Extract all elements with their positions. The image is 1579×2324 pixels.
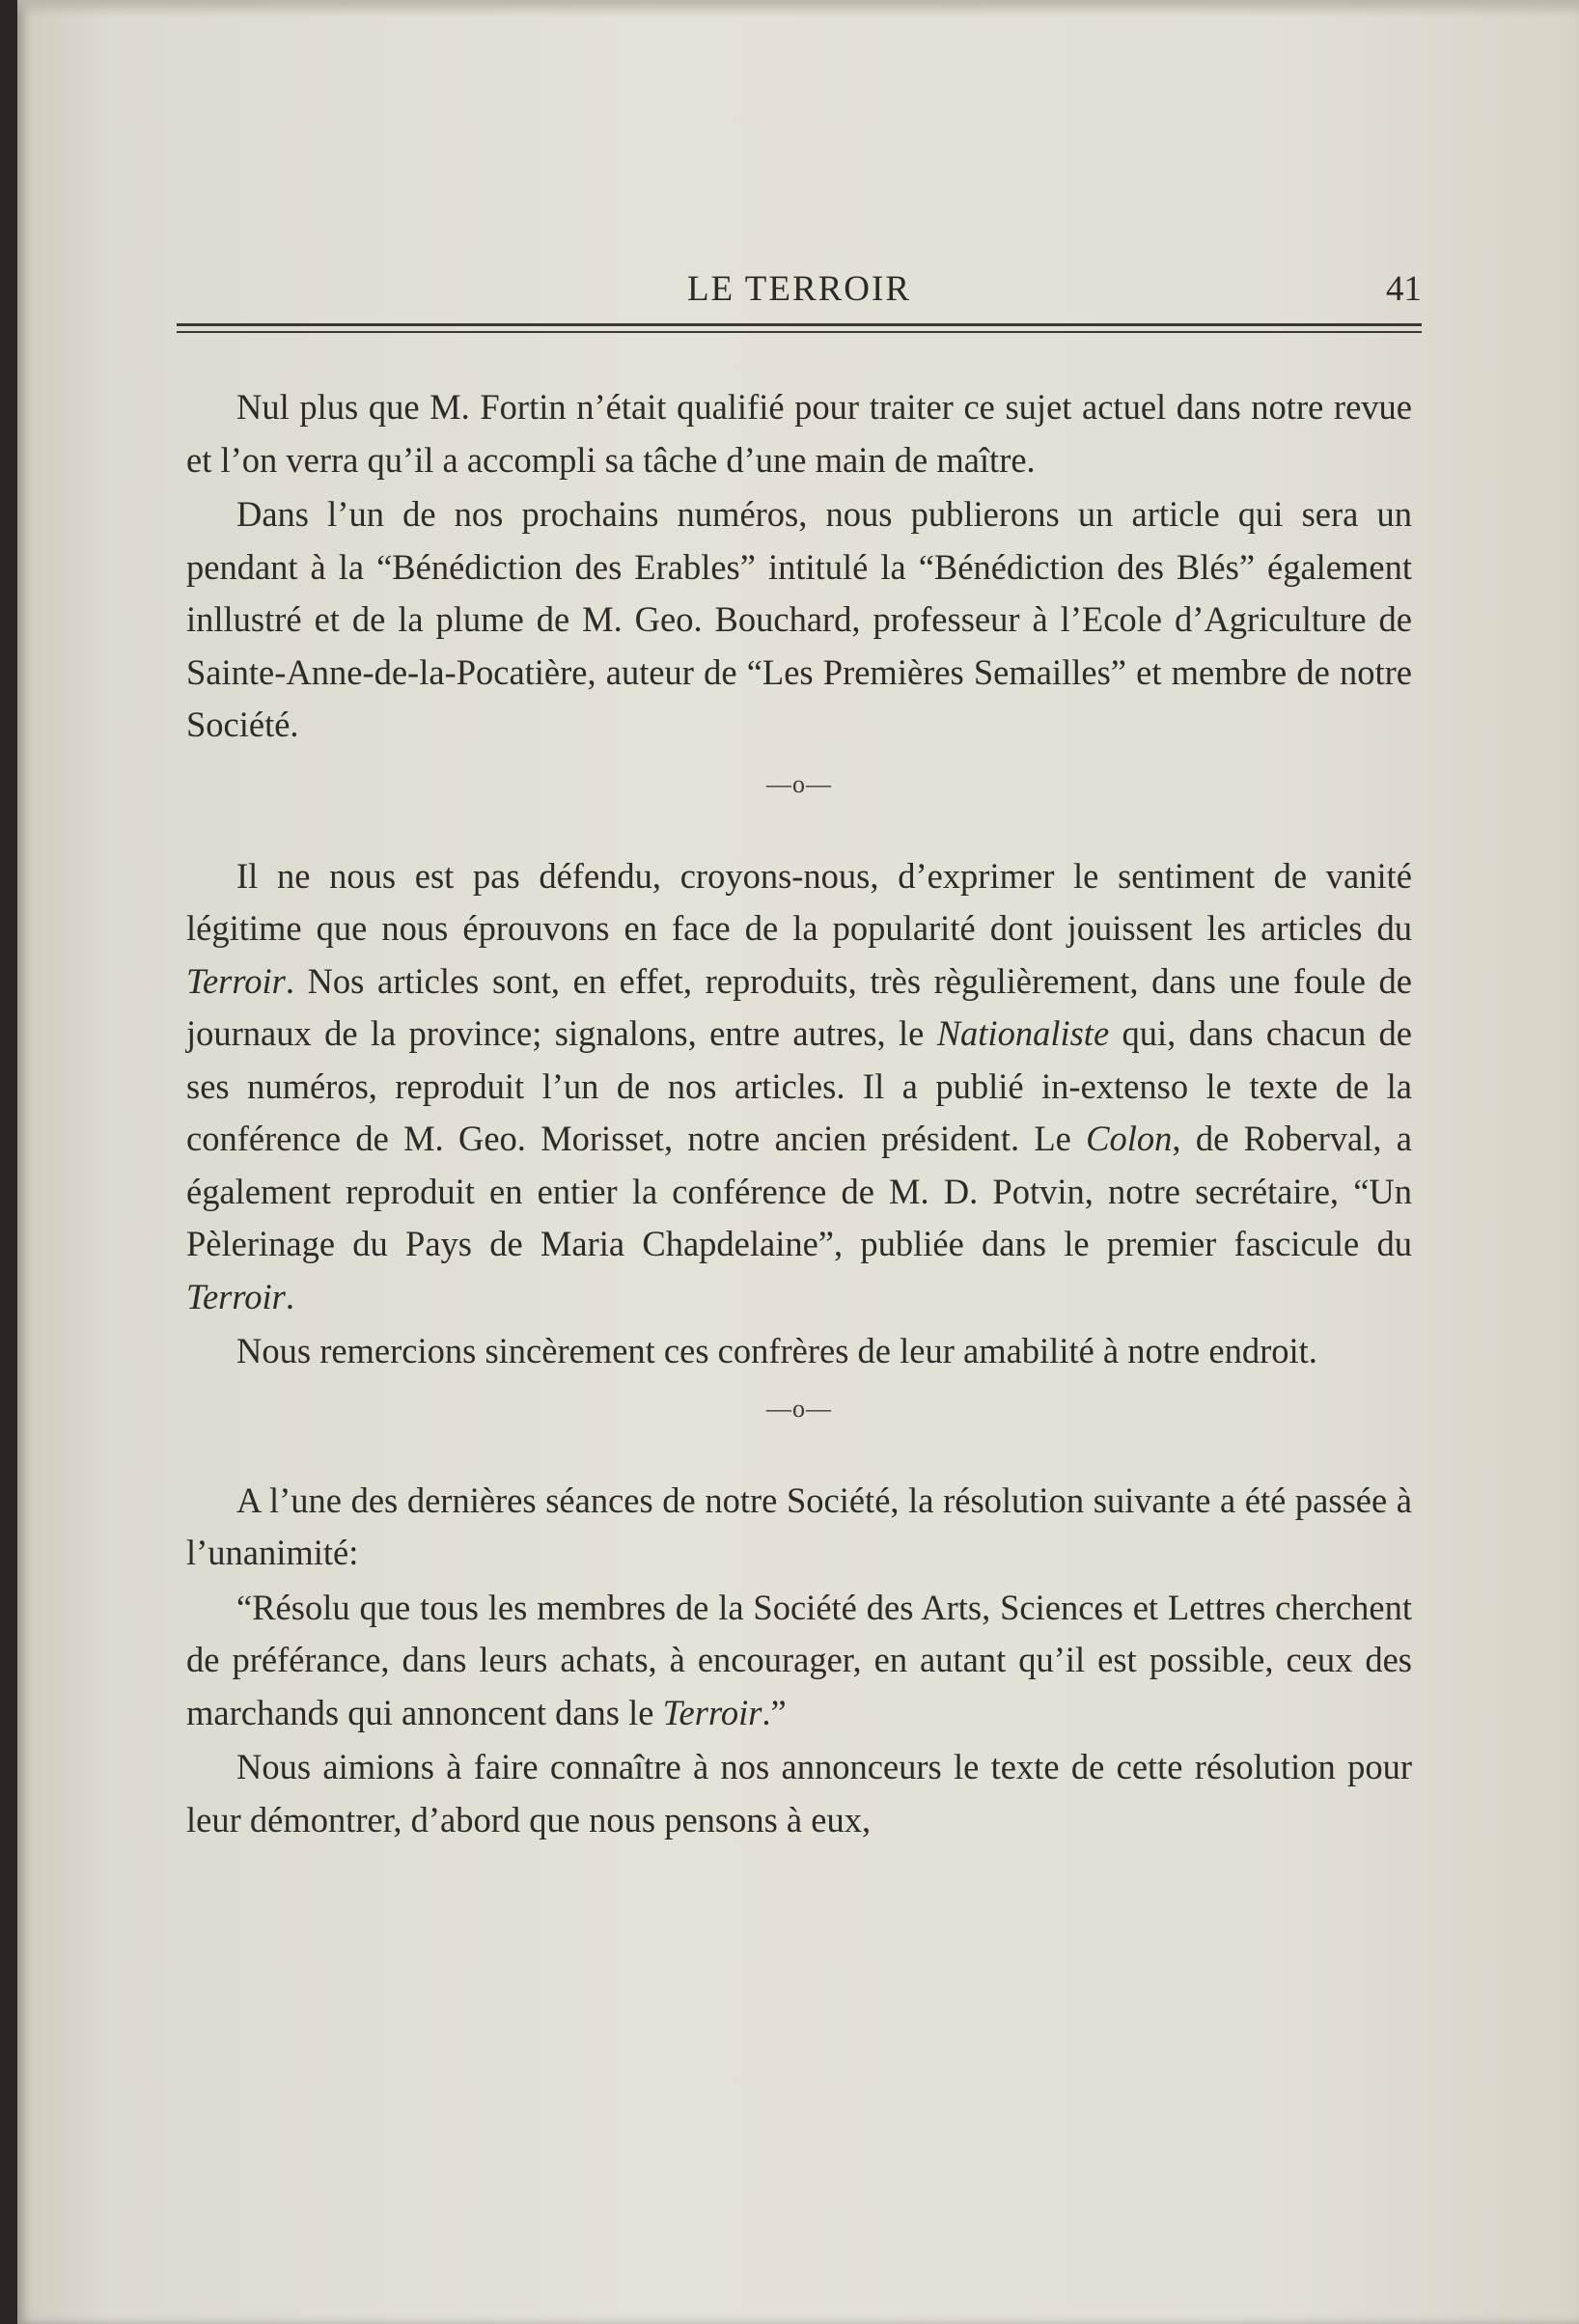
book-page xyxy=(17,0,1579,2324)
italic-nationaliste: Nationaliste xyxy=(936,1013,1110,1053)
page-number: 41 xyxy=(1386,269,1422,309)
running-header xyxy=(177,261,1422,318)
italic-terroir: Terroir xyxy=(186,1276,286,1316)
paragraph-annonceurs: Nous aimions à faire connaître à nos annonceurs le texte de cette résolution pour leur démontrer, d’abord que nous pensons à eux, xyxy=(186,1747,1412,1840)
section-separator: —o— xyxy=(766,769,832,798)
paragraph-resolution-intro: A l’une des dernières séances de notre Société, la résolution suivante a été passée à l’unanimité: xyxy=(186,1480,1412,1572)
text-run: .” xyxy=(762,1692,787,1732)
journal-title: LE TERROIR xyxy=(686,269,912,309)
italic-terroir: Terroir xyxy=(662,1692,762,1732)
article-body xyxy=(186,381,1412,1846)
paragraph-resolution-text xyxy=(186,1582,1412,1740)
text-run: . xyxy=(285,1276,294,1316)
header-rule-top xyxy=(177,323,1422,326)
section-separator: —o— xyxy=(766,1394,832,1423)
header-rule-bottom xyxy=(177,331,1422,333)
text-run: qui, dans chacun de ses numéros, reproduit l’un de nos articles. Il a publié in-extenso le texte de la conférence de M. Geo. Morisset, notre ancien président. Le xyxy=(186,1013,1412,1158)
italic-colon: Colon xyxy=(1086,1119,1173,1158)
paragraph-popularite xyxy=(186,850,1412,1324)
paragraph-remerciements: Nous remercions sincèrement ces confrères de leur amabilité à notre endroit. xyxy=(236,1331,1317,1370)
text-run: Il ne nous est pas défendu, croyons-nous, d’exprimer le sentiment de vanité légitime que nous éprouvons en face de la popularité dont jouissent les articles du xyxy=(186,855,1412,948)
text-run: . Nos articles sont, en effet, reproduits, très règulièrement, dans une foule de journaux de la province; signalons, entre autres, le xyxy=(186,960,1412,1053)
text-run: “Résolu que tous les membres de la Société des Arts, Sciences et Lettres cherchent de préférance, dans leurs achats, à encourager, en autant qu’il est possible, ceux des marchands qui annoncent dans le xyxy=(186,1587,1412,1732)
text-run: , de Roberval, a également reproduit en entier la conférence de M. D. Potvin, notre secrétaire, “Un Pèlerinage du Pays de Maria Chapdelaine”, publiée dans le premier fascicule du xyxy=(186,1119,1412,1263)
paragraph-benediction-des-bles: Dans l’un de nos prochains numéros, nous publierons un article qui sera un pendant à la “Bénédiction des Erables” intitulé la “Bénédiction des Blés” également inllustré et de la plume de M. Geo. Bouchard, professeur à l’Ecole d’Agriculture de Sainte-Anne-de-la-Pocatière, auteur de “Les Premières Semailles” et membre de notre Société. xyxy=(186,494,1412,744)
italic-terroir: Terroir xyxy=(186,960,286,1001)
paragraph-fortin: Nul plus que M. Fortin n’était qualifié pour traiter ce sujet actuel dans notre revue et l’on verra qu’il a accompli sa tâche d’une main de maître. xyxy=(186,387,1412,480)
